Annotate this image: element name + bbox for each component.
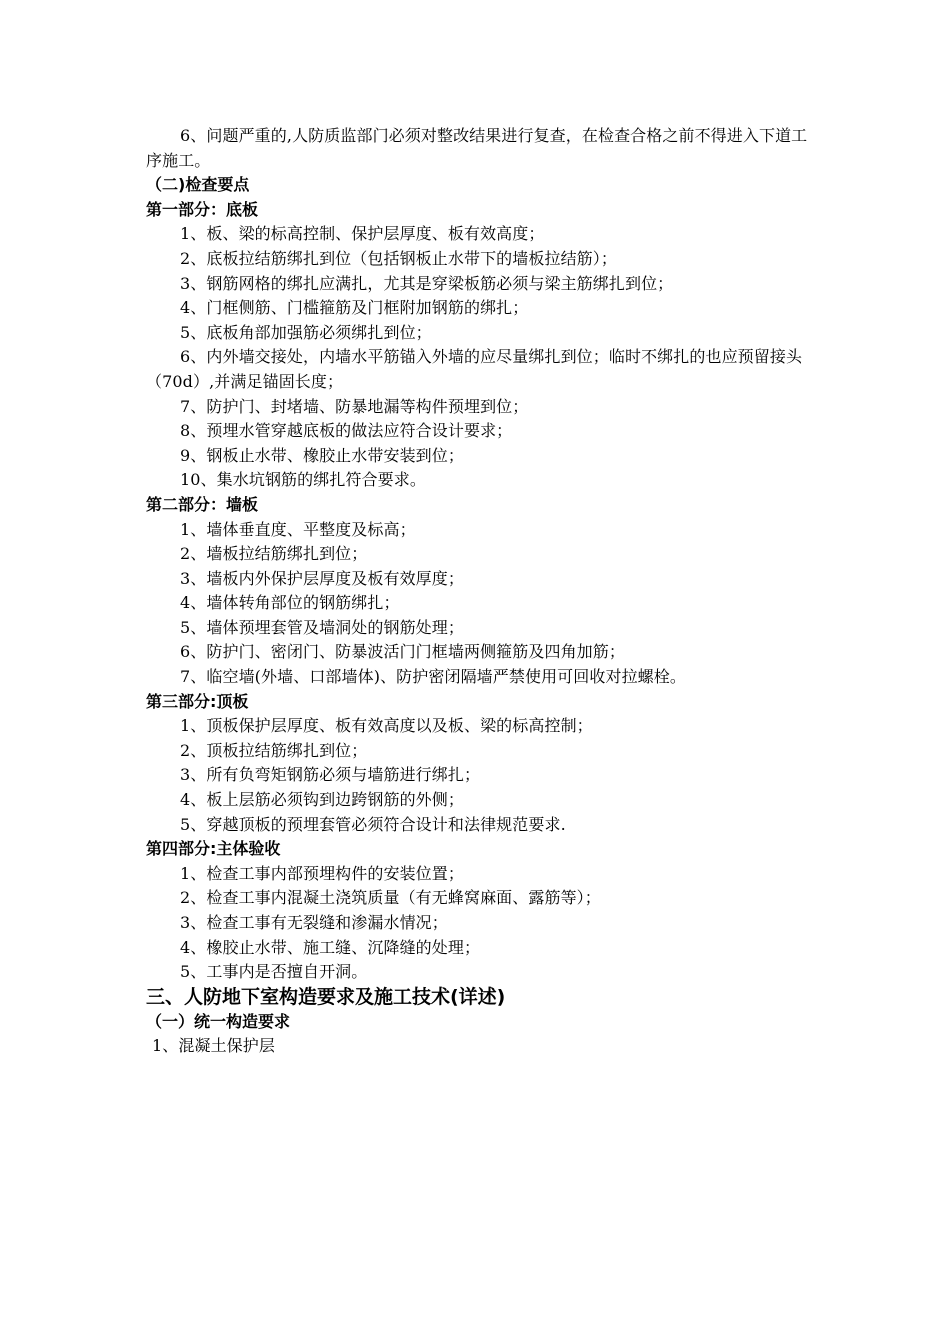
list-item: 8、预埋水管穿越底板的做法应符合设计要求； xyxy=(180,421,513,441)
list-item: 5、墙体预埋套管及墙洞处的钢筋处理； xyxy=(180,617,464,637)
document-page xyxy=(146,124,811,1059)
list-item: 2、墙板拉结筋绑扎到位； xyxy=(180,544,368,564)
list-item: 5、穿越顶板的预埋套管必须符合设计和法律规范要求. xyxy=(180,814,566,834)
list-item: 5、工事内是否擅自开洞。 xyxy=(180,962,368,982)
list-item: 4、橡胶止水带、施工缝、沉降缝的处理； xyxy=(180,937,481,957)
list-item: 7、防护门、封堵墙、防暴地漏等构件预埋到位； xyxy=(180,396,529,416)
list-item: 4、板上层筋必须钩到边跨钢筋的外侧； xyxy=(180,790,464,810)
list-item: 1、检查工事内部预埋构件的安装位置； xyxy=(180,863,464,883)
list-item: 3、所有负弯矩钢筋必须与墙筋进行绑扎； xyxy=(180,765,481,785)
list-item: 10、集水坑钢筋的绑扎符合要求。 xyxy=(180,470,426,490)
paragraph-item-6: 6、问题严重的,人防质监部门必须对整改结果进行复查，在检查合格之前不得进入下道工序施工。 xyxy=(146,126,808,170)
list-item: 1、顶板保护层厚度、板有效高度以及板、梁的标高控制； xyxy=(180,716,593,736)
list-item: 2、底板拉结筋绑扎到位（包括钢板止水带下的墙板拉结筋）； xyxy=(180,248,617,268)
list-item: 3、钢筋网格的绑扎应满扎，尤其是穿梁板筋必须与梁主筋绑扎到位； xyxy=(180,273,674,293)
list-item: 6、内外墙交接处，内墙水平筋锚入外墙的应尽量绑扎到位；临时不绑扎的也应预留接头（70d）,并满足锚固长度； xyxy=(146,347,803,391)
list-item: 4、门框侧筋、门槛箍筋及门框附加钢筋的绑扎； xyxy=(180,298,529,318)
list-item: 4、墙体转角部位的钢筋绑扎； xyxy=(180,593,400,613)
part3-heading: 第三部分:顶板 xyxy=(146,691,249,711)
list-item: 1、墙体垂直度、平整度及标高； xyxy=(180,519,416,539)
part2-heading: 第二部分：墙板 xyxy=(146,494,259,514)
chapter-heading: 三、人防地下室构造要求及施工技术(详述) xyxy=(146,985,506,1008)
list-item: 1、混凝土保护层 xyxy=(152,1036,275,1056)
list-item: 1、板、梁的标高控制、保护层厚度、板有效高度； xyxy=(180,224,545,244)
list-item: 9、钢板止水带、橡胶止水带安装到位； xyxy=(180,445,464,465)
list-item: 2、顶板拉结筋绑扎到位； xyxy=(180,740,368,760)
list-item: 6、防护门、密闭门、防暴波活门门框墙两侧箍筋及四角加筋； xyxy=(180,642,625,662)
list-item: 2、检查工事内混凝土浇筑质量（有无蜂窝麻面、露筋等）； xyxy=(180,888,601,908)
list-item: 5、底板角部加强筋必须绑扎到位； xyxy=(180,322,432,342)
section-heading-inspection-points: （二)检查要点 xyxy=(146,175,250,195)
part1-heading: 第一部分：底板 xyxy=(146,199,259,219)
list-item: 7、临空墙(外墙、口部墙体)、防护密闭隔墙严禁使用可回收对拉螺栓。 xyxy=(180,667,686,687)
list-item: 3、墙板内外保护层厚度及板有效厚度； xyxy=(180,568,464,588)
list-item: 3、检查工事有无裂缝和渗漏水情况； xyxy=(180,913,448,932)
part4-heading: 第四部分:主体验收 xyxy=(146,839,281,859)
subsection-heading: （一）统一构造要求 xyxy=(146,1011,291,1031)
